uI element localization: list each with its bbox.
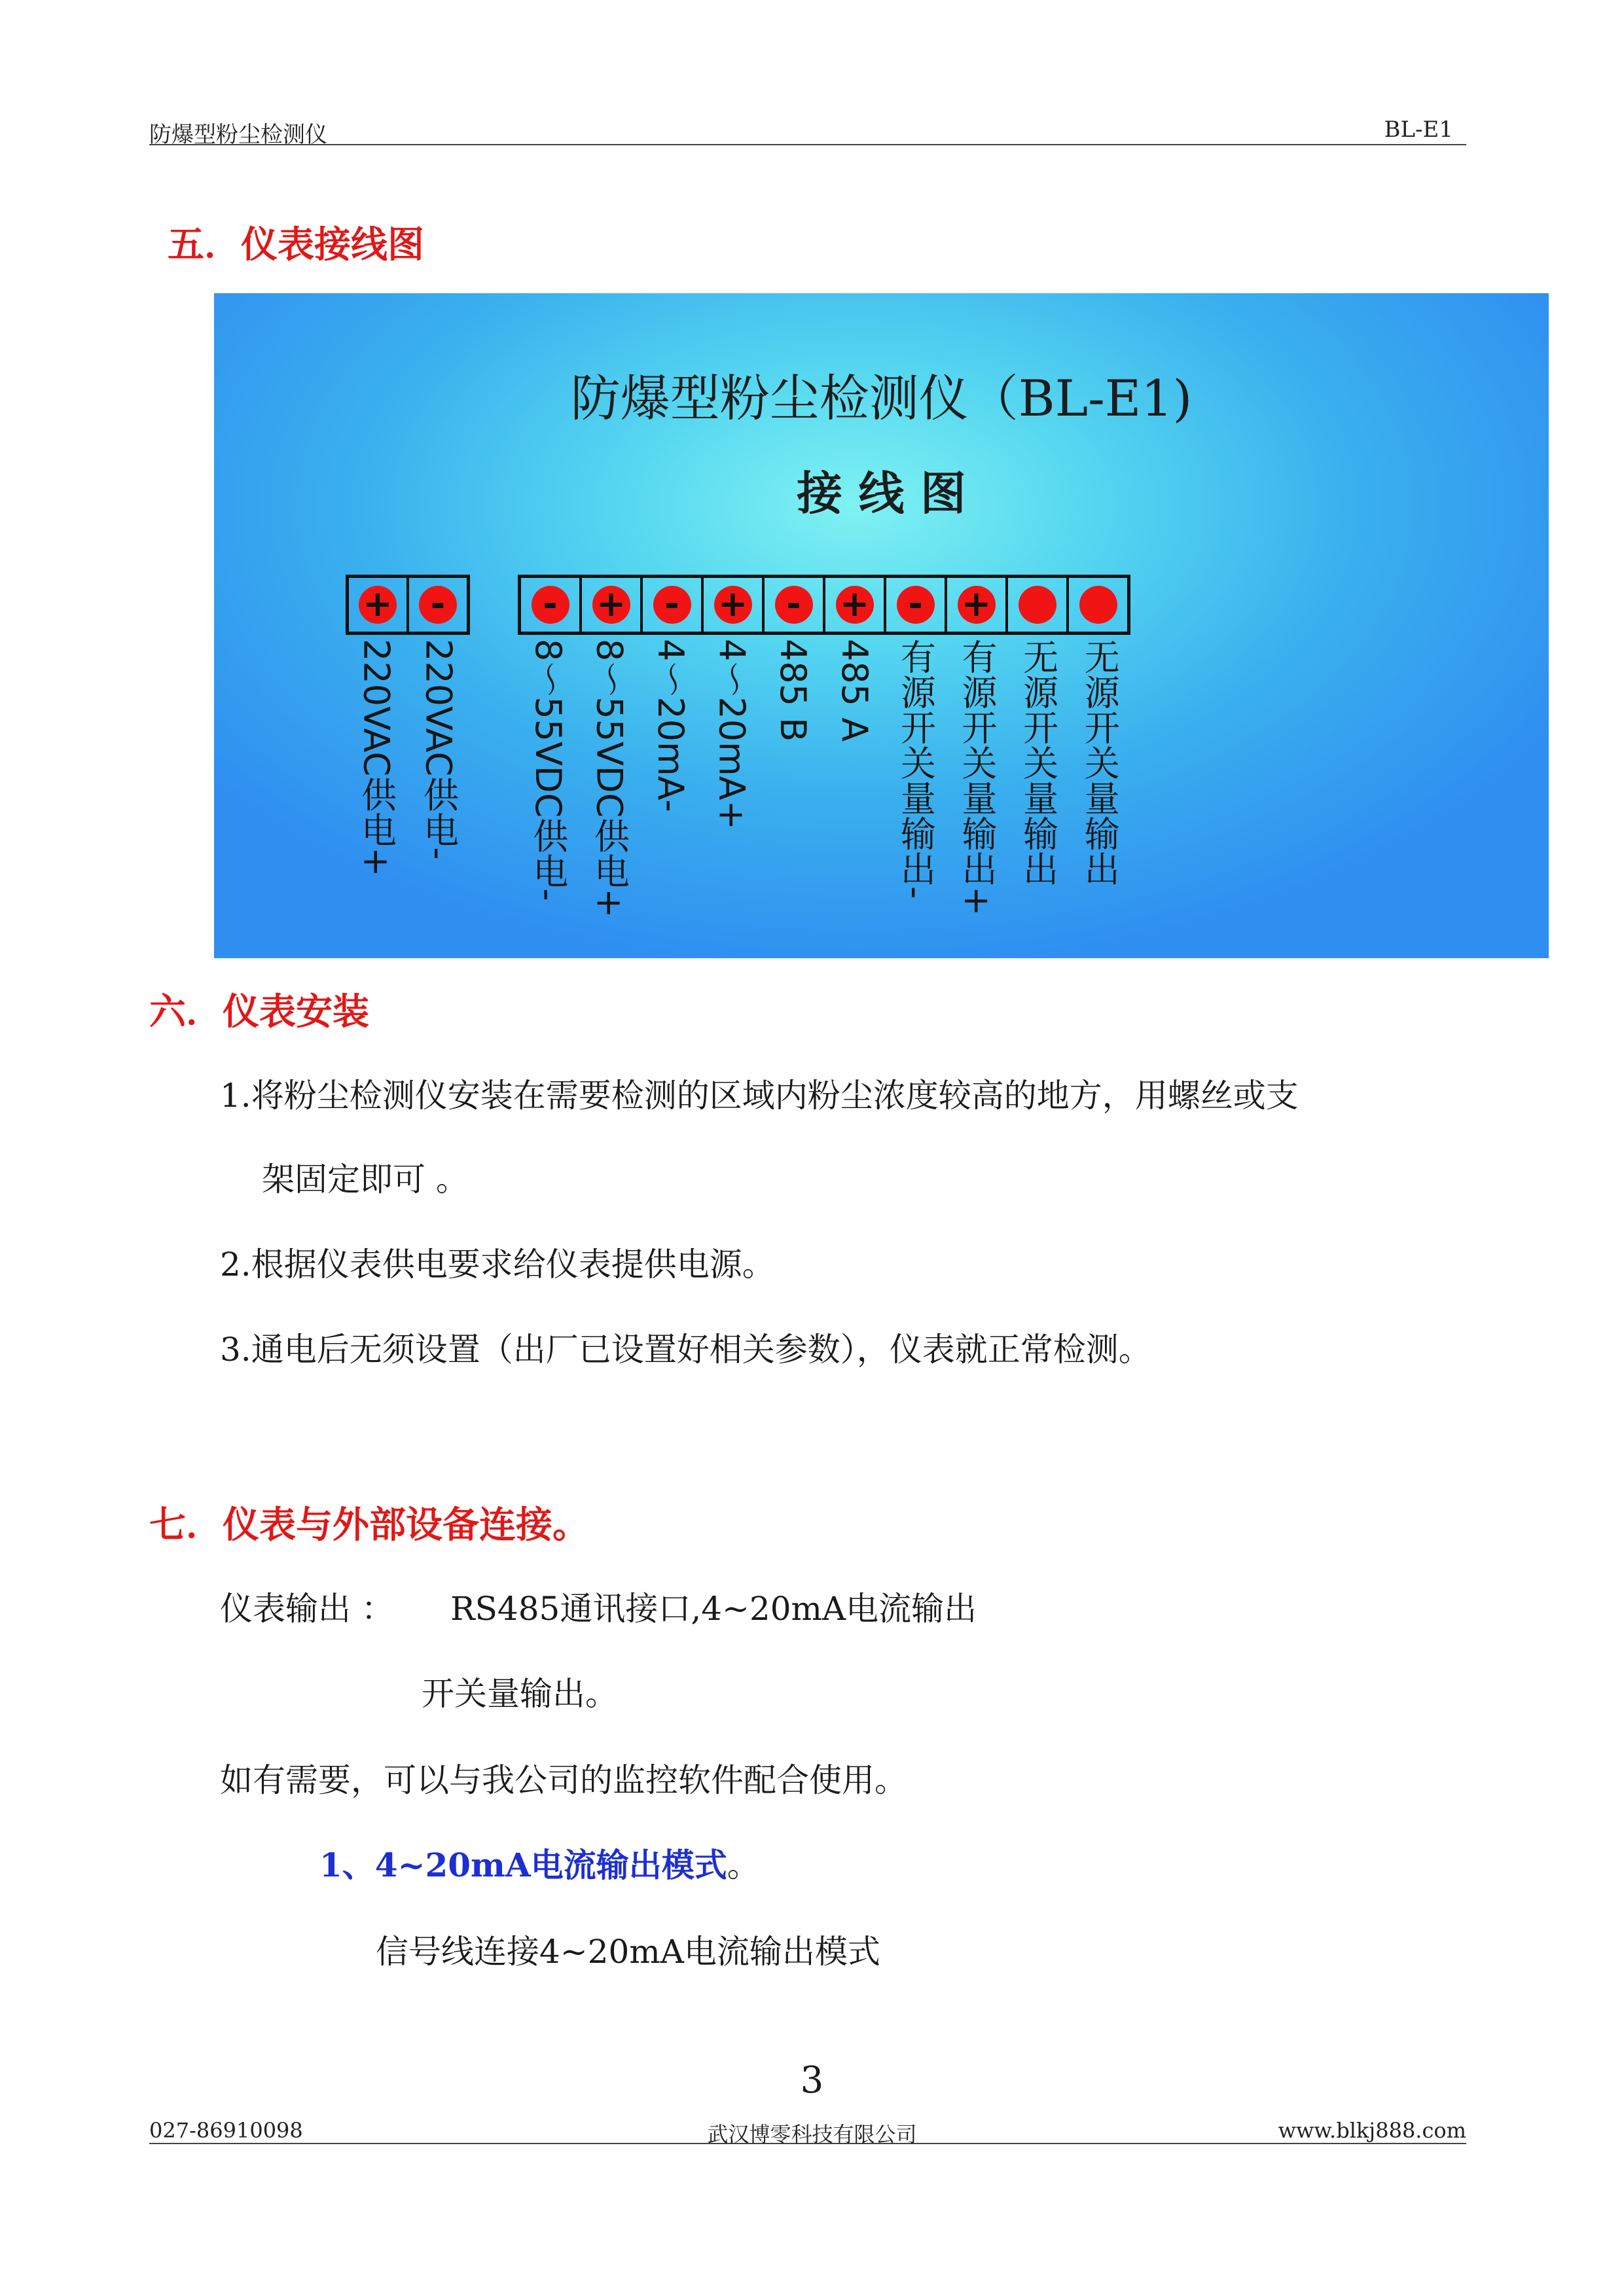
dc-terminal-1 bbox=[521, 578, 582, 632]
ac-terminal-1 bbox=[349, 578, 409, 632]
minus-terminal-icon: - bbox=[419, 586, 457, 624]
dc-terminal-5 bbox=[765, 578, 825, 632]
dc-terminal-label-1: 8～55VDC供电- bbox=[527, 639, 569, 901]
minus-terminal-icon: - bbox=[775, 586, 813, 624]
terminal-dot-icon bbox=[1019, 586, 1056, 624]
install-step-1: 1.将粉尘检测仪安装在需要检测的区域内粉尘浓度较高的地方，用螺丝或支 bbox=[220, 1077, 1299, 1115]
install-step-2: 2.根据仪表供电要求给仪表提供电源。 bbox=[220, 1246, 775, 1283]
dc-terminal-label-3: 4～20mA- bbox=[650, 639, 691, 812]
subsection-1-title: 1、4~20mA电流输出模式 bbox=[319, 1846, 727, 1884]
header-title: 防爆型粉尘检测仪 bbox=[149, 122, 327, 148]
header-model: BL-E1 bbox=[1384, 117, 1453, 143]
output-value-2: 开关量输出。 bbox=[422, 1675, 618, 1713]
software-note: 如有需要，可以与我公司的监控软件配合使用。 bbox=[220, 1761, 907, 1799]
plus-terminal-icon: + bbox=[958, 586, 996, 624]
dc-terminal-label-6: 485 A bbox=[833, 639, 875, 742]
dc-terminal-label-5: 485 B bbox=[772, 639, 814, 742]
diagram-title: 防爆型粉尘检测仪（BL-E1) bbox=[570, 369, 1193, 427]
footer-phone: 027-86910098 bbox=[149, 2118, 303, 2143]
plus-terminal-icon: + bbox=[714, 586, 752, 624]
ac-terminal-label-1: 220VAC供电+ bbox=[355, 639, 397, 877]
wiring-diagram bbox=[214, 293, 1549, 958]
footer-website: www.blkj888.com bbox=[1278, 2118, 1466, 2143]
install-step-1-cont: 架固定即可 。 bbox=[262, 1160, 469, 1198]
minus-terminal-icon: - bbox=[532, 586, 569, 624]
minus-terminal-icon: - bbox=[653, 586, 691, 624]
page-number: 3 bbox=[800, 2059, 824, 2102]
diagram-subtitle: 接 线 图 bbox=[797, 466, 966, 520]
dc-terminal-4 bbox=[704, 578, 765, 632]
output-label: 仪表输出 ： bbox=[220, 1590, 394, 1628]
dc-terminal-7 bbox=[886, 578, 947, 632]
terminal-block-ac bbox=[346, 575, 470, 635]
terminal-dot-icon bbox=[1079, 586, 1117, 624]
section-7-title: 七．仪表与外部设备连接。 bbox=[149, 1503, 589, 1547]
plus-terminal-icon: + bbox=[359, 586, 397, 624]
dc-terminal-10 bbox=[1069, 578, 1127, 632]
dc-terminal-2 bbox=[582, 578, 643, 632]
dc-terminal-label-8: 有源开关量输出+ bbox=[956, 639, 998, 916]
dc-terminal-label-2: 8～55VDC供电+ bbox=[588, 639, 630, 918]
install-step-3: 3.通电后无须设置（出厂已设置好相关参数），仪表就正常检测。 bbox=[220, 1331, 1151, 1369]
plus-terminal-icon: + bbox=[592, 586, 630, 624]
header-rule bbox=[149, 144, 1466, 145]
plus-terminal-icon: + bbox=[836, 586, 874, 624]
footer-company: 武汉博零科技有限公司 bbox=[707, 2122, 917, 2147]
output-value: RS485通讯接口,4~20mA电流输出 bbox=[450, 1590, 977, 1628]
subsection-1-period: 。 bbox=[727, 1846, 760, 1884]
section-5-title: 五．仪表接线图 bbox=[168, 223, 424, 266]
dc-terminal-label-10: 无源开关量输出 bbox=[1079, 639, 1121, 886]
ac-terminal-label-2: 220VAC供电- bbox=[418, 639, 460, 860]
subsection-1-text: 信号线连接4~20mA电流输出模式 bbox=[376, 1933, 880, 1971]
dc-terminal-label-4: 4～20mA+ bbox=[711, 639, 753, 830]
dc-terminal-label-7: 有源开关量输出- bbox=[895, 639, 937, 899]
subsection-1-heading bbox=[319, 1839, 760, 1886]
dc-terminal-6 bbox=[825, 578, 886, 632]
dc-terminal-label-9: 无源开关量输出 bbox=[1017, 639, 1059, 886]
terminal-block-dc bbox=[518, 575, 1130, 635]
section-6-title: 六．仪表安装 bbox=[149, 990, 369, 1033]
dc-terminal-3 bbox=[643, 578, 704, 632]
dc-terminal-9 bbox=[1008, 578, 1069, 632]
ac-terminal-2 bbox=[409, 578, 467, 632]
dc-terminal-8 bbox=[947, 578, 1008, 632]
minus-terminal-icon: - bbox=[897, 586, 935, 624]
